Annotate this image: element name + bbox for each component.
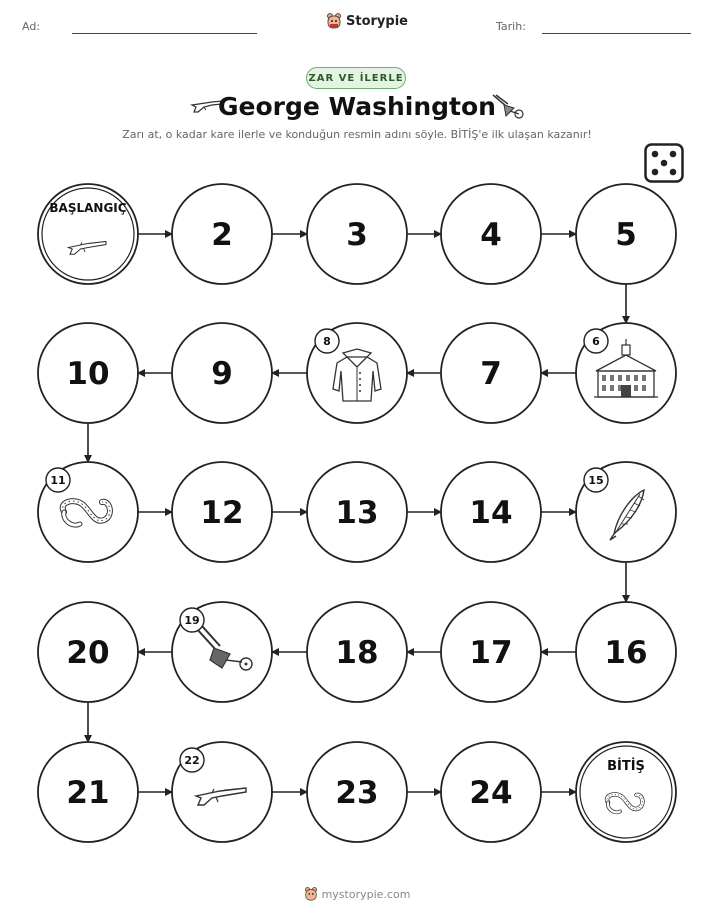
square-number: 21 [66, 775, 110, 811]
board-square-18 [307, 602, 407, 702]
footer-url: mystorypie.com [321, 887, 411, 901]
board-square-10 [38, 323, 138, 423]
game-type-badge: ZAR VE İLERLE [306, 67, 406, 89]
square-number: 17 [469, 635, 513, 671]
board-square-11 [38, 462, 138, 562]
square-number: 5 [615, 217, 637, 253]
square-number-badge-text: 6 [592, 335, 600, 348]
square-number: 2 [211, 217, 233, 253]
square-number: 10 [66, 356, 110, 392]
board-square-12 [172, 462, 272, 562]
square-number: 14 [469, 495, 513, 531]
name-label: Ad: [22, 20, 41, 33]
board-square-1 [38, 184, 138, 284]
square-number: 23 [335, 775, 379, 811]
square-number: 16 [604, 635, 648, 671]
date-label: Tarih: [496, 20, 526, 33]
board-square-6 [576, 323, 676, 423]
square-number-badge-text: 8 [323, 335, 331, 348]
board-square-16 [576, 602, 676, 702]
board-square-20 [38, 602, 138, 702]
board-square-4 [441, 184, 541, 284]
board-square-25 [576, 742, 676, 842]
square-number-badge-text: 15 [588, 474, 604, 487]
board-square-7 [441, 323, 541, 423]
board-square-23 [307, 742, 407, 842]
square-number: 24 [469, 775, 513, 811]
board-square-2 [172, 184, 272, 284]
board-square-13 [307, 462, 407, 562]
board-square-3 [307, 184, 407, 284]
storypie-footer-icon [304, 886, 318, 902]
board-square-21 [38, 742, 138, 842]
board-square-24 [441, 742, 541, 842]
brand-name: Storypie [346, 13, 408, 29]
board-square-19 [172, 602, 272, 702]
start-label: BAŞLANGIÇ [49, 201, 127, 215]
board-square-22 [172, 742, 272, 842]
square-number: 20 [66, 635, 110, 671]
square-number-badge-text: 11 [50, 474, 66, 487]
square-number: 3 [346, 217, 368, 253]
footer [0, 886, 714, 902]
board-square-17 [441, 602, 541, 702]
page-title: George Washington [218, 92, 496, 121]
board-square-8 [307, 323, 407, 423]
square-number: 9 [211, 356, 233, 392]
square-number-badge-text: 22 [184, 754, 200, 767]
square-number: 18 [335, 635, 379, 671]
finish-label: BİTİŞ [607, 759, 645, 774]
square-number: 13 [335, 495, 379, 531]
board-square-5 [576, 184, 676, 284]
square-number: 12 [200, 495, 244, 531]
square-number-badge-text: 19 [184, 614, 200, 627]
board-square-14 [441, 462, 541, 562]
square-number: 7 [480, 356, 502, 392]
board-square-9 [172, 323, 272, 423]
board-square-15 [576, 462, 676, 562]
square-number: 4 [480, 217, 502, 253]
instructions: Zarı at, o kadar kare ilerle ve konduğun resmin adını söyle. BİTİŞ'e ilk ulaşan kazanır! [122, 128, 592, 141]
